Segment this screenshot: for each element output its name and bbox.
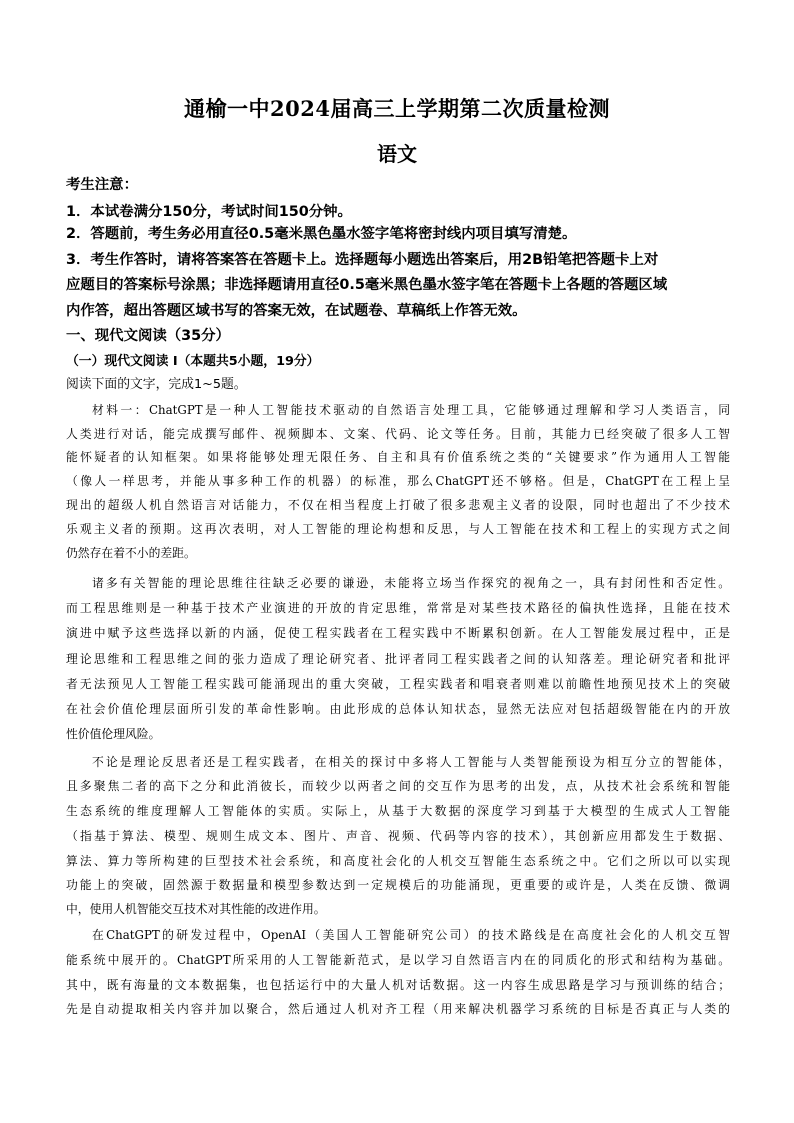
- paragraph-line: 算法、算力等所构建的巨型技术社会系统，和高度社会化的人机交互智能生态系统之中。它们之所以可以实现: [66, 854, 730, 868]
- notice-item: 2．答题前，考生务必用直径0.5毫米黑色墨水签字笔将密封线内项目填写清楚。: [66, 226, 577, 242]
- paragraph-line: 乐观主义者的预期。这再次表明，对人工智能的理论构想和反思，与人工智能在技术和工程上的实现方式之间: [66, 522, 730, 536]
- paragraph-line: 不论是理论反思者还是工程实践者，在相关的探讨中多将人工智能与人类智能预设为相互分立的智能体，: [92, 755, 730, 769]
- notice-item: 3．考生作答时，请将答案答在答题卡上。选择题每小题选出答案后，用2B铅笔把答题卡上对: [66, 252, 659, 268]
- paragraph-line: 理论思维和工程思维之间的张力造成了理论研究者、批评者同工程实践者之间的认知落差。理论研究者和批评: [66, 652, 730, 666]
- notice-heading: 考生注意：: [66, 177, 138, 193]
- paragraph-line: 演进中赋予这些选择以新的内涵，促使工程实践者在工程实践中不断累积创新。在人工智能发展过程中，正是: [66, 626, 730, 640]
- reading-instruction: 阅读下面的文字，完成1~5题。: [66, 377, 247, 392]
- paragraph-line: 诸多有关智能的理论思维往往缺乏必要的谦逊，未能将立场当作探究的视角之一，具有封闭性和否定性。: [92, 576, 730, 590]
- exam-title: 通榆一中2024届高三上学期第二次质量检测: [184, 96, 610, 121]
- notice-item: 应题目的答案标号涂黑；非选择题请用直径0.5毫米黑色墨水签字笔在答题卡上各题的答题区域: [66, 277, 668, 293]
- paragraph-line: 生态系统的维度理解人工智能体的实质。实际上，从基于大数据的深度学习到基于大模型的生成式人工智能: [66, 804, 730, 818]
- paragraph-line: 能系统中展开的。ChatGPT所采用的人工智能新范式，是以学习自然语言内在的同质化的形式和结构为基础。: [66, 953, 730, 967]
- paragraph-line: 功能上的突破，固然源于数据量和模型参数达到一定规模后的功能涌现，更重要的或许是，人类在反馈、微调: [66, 878, 730, 892]
- sub-section-heading: （一）现代文阅读 I（本题共5小题，19分）: [66, 354, 320, 369]
- paragraph-line: 性价值伦理风险。: [66, 727, 161, 741]
- paragraph-line: 能怀疑者的认知框架。如果将能够处理无限任务、自主和具有价值系统之类的“关键要求”作为通用人工智能: [66, 450, 730, 464]
- paragraph-line: 材料一：ChatGPT是一种人工智能技术驱动的自然语言处理工具，它能够通过理解和学习人类语言，同: [92, 403, 730, 417]
- paragraph-line: 现出的超级人机自然语言对话能力，不仅在相当程度上打破了很多悲观主义者的设限，同时也超出了不少技术: [66, 498, 730, 512]
- paragraph-line: 中，使用人机智能交互技术对其性能的改进作用。: [66, 902, 326, 916]
- paragraph-line: 且多聚焦二者的高下之分和此消彼长，而较少以两者之间的交互作为思考的出发，点，从技术社会系统和智能: [66, 779, 730, 793]
- subject-title: 语文: [377, 142, 417, 166]
- notice-item: 1．本试卷满分150分，考试时间150分钟。: [66, 204, 352, 220]
- paragraph-line: 人类进行对话，能完成撰写邮件、视频脚本、文案、代码、论文等任务。目前，其能力已经突破了很多人工智: [66, 427, 730, 441]
- paragraph-line: 其中，既有海量的文本数据集，也包括运行中的大量人机对话数据。这一内容生成思路是学习与预训练的结合；: [66, 978, 730, 992]
- paragraph-line: （指基于算法、模型、规则生成文本、图片、声音、视频、代码等内容的技术），其创新应用都发生于数据、: [66, 829, 730, 843]
- notice-item: 内作答，超出答题区域书写的答案无效，在试题卷、草稿纸上作答无效。: [66, 303, 527, 319]
- paragraph-line: （像人一样思考，并能从事多种工作的机器）的标准，那么ChatGPT还不够格。但是，ChatGPT在工程上呈: [66, 474, 730, 488]
- paragraph-line: 而工程思维则是一种基于技术产业演进的开放的肯定思维，常常是对某些技术路径的偏执性选择，且能在技术: [66, 601, 730, 615]
- paragraph-line: 仍然存在着不小的差距。: [66, 546, 196, 560]
- paragraph-line: 在ChatGPT的研发过程中，OpenAI（美国人工智能研究公司）的技术路线是在高度社会化的人机交互智: [92, 928, 730, 942]
- paragraph-line: 者无法预见人工智能工程实践可能涌现出的重大突破，工程实践者和唱衰者则难以前瞻性地预见技术上的突破: [66, 677, 730, 691]
- paragraph-line: 在社会价值伦理层面所引发的革命性影响。由此形成的总体认知状态，显然无法应对包括超级智能在内的开放: [66, 702, 730, 716]
- paragraph-line: 先是自动提取相关内容并加以聚合，然后通过人机对齐工程（用来解决机器学习系统的目标是否真正与人类的: [66, 1002, 730, 1016]
- section-heading: 一、现代文阅读（35分）: [66, 328, 230, 344]
